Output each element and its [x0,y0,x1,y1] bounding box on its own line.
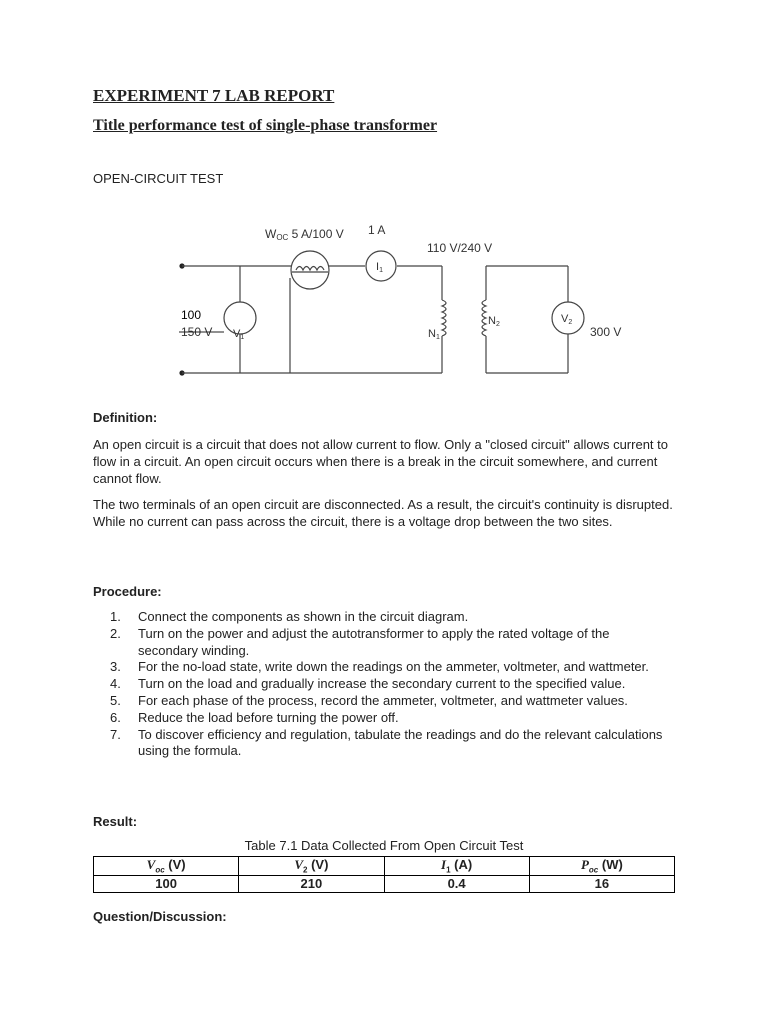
list-item: 6. Reduce the load before turning the power off. [110,709,399,725]
procedure-list [110,609,670,760]
header-i1: $I_1$ (A) [384,857,529,876]
results-table [93,856,675,893]
procedure-heading: Procedure: [93,584,162,599]
svg-text:N1: N1 [428,328,440,341]
svg-text:V2: V2 [561,313,573,326]
page-subtitle: Title performance test of single-phase transformer [93,117,438,134]
voltmeter-2-reading: 300 V [590,325,622,339]
cell-i1: 0.4 [384,875,529,892]
wattmeter-label: W [265,227,277,241]
definition-paragraph-1: An open circuit is a circuit that does not allow current to flow. Only a "closed circuit" allows current to flow in a circuit. An open circuit occurs when there is a break in the circuit somewhere, and current cannot flow. [93,437,668,486]
voltmeter-2-label: V [561,313,569,325]
cell-voc: 100 [94,875,239,892]
discussion-heading: Question/Discussion: [93,909,227,924]
svg-text:I1: I1 [376,261,383,274]
svg-text:V1: V1 [233,328,245,341]
transformer-rating: 110 V/240 V [427,241,493,255]
ammeter-rating: 1 A [368,223,386,237]
handwritten-value: 100 [181,308,202,322]
page-title: EXPERIMENT 7 LAB REPORT [93,86,335,105]
list-item: 5. For each phase of the process, record the ammeter, voltmeter, and wattmeter values. [110,692,628,708]
circuit-diagram [170,212,650,382]
table-header-row [94,857,675,876]
svg-text:WOC 5 A/100 V: WOC 5 A/100 V [265,227,344,242]
list-item: 2. Turn on the power and adjust the autotransformer to apply the rated voltage of the secondary winding. [110,625,610,658]
ammeter-label: I [376,261,380,273]
svg-text:N2: N2 [488,315,500,328]
voltmeter-1-label: V [233,328,241,340]
secondary-label: N [488,315,496,327]
primary-winding [442,300,446,336]
secondary-winding [482,300,486,336]
header-v2: $V_2$ (V) [239,857,384,876]
result-heading: Result: [93,814,138,829]
list-item: 7. To discover efficiency and regulation, tabulate the readings and do the relevant calculations using the formula. [110,726,663,759]
table-caption: Table 7.1 Data Collected From Open Circuit Test [244,838,524,853]
header-poc: $P_{oc}$ (W) [529,857,674,876]
wattmeter-rating: 5 A/100 V [291,227,344,241]
list-item: 1. Connect the components as shown in the circuit diagram. [110,609,469,624]
list-item: 4. Turn on the load and gradually increase the secondary current to the specified value. [110,676,626,692]
ammeter-symbol [366,251,396,281]
list-item: 3. For the no-load state, write down the readings on the ammeter, voltmeter, and wattmeter. [110,659,649,675]
section-heading: OPEN-CIRCUIT TEST [93,171,224,186]
cell-v2: 210 [239,875,384,892]
primary-label: N [428,328,436,340]
cell-poc: 16 [529,875,674,892]
table-row [94,875,675,892]
definition-heading: Definition: [93,410,158,425]
struck-value: 150 V [181,325,213,339]
header-voc: $V_{oc}$ (V) [94,857,239,876]
definition-paragraph-2: The two terminals of an open circuit are disconnected. As a result, the circuit's continuity is disrupted. While no current can pass across the circuit, there is a voltage drop between the two sites. [93,497,673,529]
